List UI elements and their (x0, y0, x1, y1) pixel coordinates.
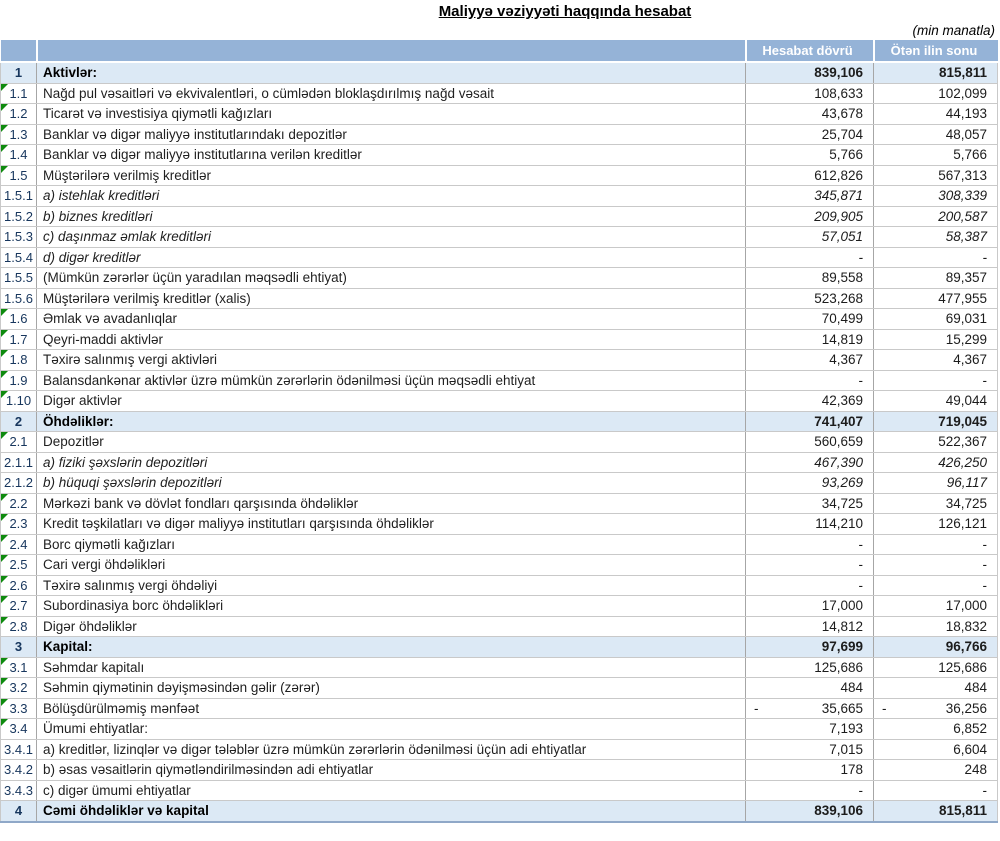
comment-triangle-icon (1, 535, 8, 542)
table-row (1, 473, 998, 494)
row-number: 2.4 (9, 536, 28, 552)
row-number-cell (1, 247, 37, 268)
table-row (1, 493, 998, 514)
header-column-period: Hesabat dövrü (746, 40, 874, 62)
row-number: 2.2 (9, 495, 28, 511)
row-value-previous: 815,811 (874, 801, 998, 822)
row-label: b) hüquqi şəxslərin depozitləri (37, 473, 746, 494)
row-number: 3.3 (9, 700, 28, 716)
row-number-cell (1, 493, 37, 514)
row-number: 1.1 (9, 85, 28, 101)
row-number: 1.5.4 (4, 249, 33, 265)
row-number-cell (1, 719, 37, 740)
row-value-period: 209,905 (746, 206, 874, 227)
row-number: 2.1 (9, 434, 28, 449)
row-label: Müştərilərə verilmiş kreditlər (37, 165, 746, 186)
comment-triangle-icon (1, 617, 8, 624)
row-label: (Mümkün zərərlər üçün yaradılan məqsədli ehtiyat) (37, 268, 746, 289)
row-number-cell (1, 268, 37, 289)
row-value-previous: 126,121 (874, 514, 998, 535)
comment-triangle-icon (1, 699, 8, 706)
row-number: 1 (14, 65, 23, 80)
row-number: 3.1 (9, 659, 28, 675)
row-number: 3.4 (9, 721, 28, 736)
table-row (1, 329, 998, 350)
row-number: 1.8 (9, 352, 28, 367)
row-value-period: - (746, 534, 874, 555)
row-value-previous: - (874, 534, 998, 555)
row-number-cell (1, 329, 37, 350)
row-label: Digər aktivlər (37, 391, 746, 412)
row-number-cell (1, 657, 37, 678)
comment-triangle-icon (1, 125, 8, 132)
row-value-period: 93,269 (746, 473, 874, 494)
report-title: Maliyyə vəziyyəti haqqında hesabat (438, 3, 692, 20)
row-label: a) kreditlər, lizinqlər və digər tələblər üzrə mümkün zərərlərin ödənilməsi üçün adi ehtiyatlar (37, 739, 746, 760)
row-label: b) əsas vəsaitlərin qiymətləndirilməsindən adi ehtiyatlar (37, 760, 746, 781)
row-value-previous: 69,031 (874, 309, 998, 330)
row-value-period: 7,015 (746, 739, 874, 760)
row-value-previous: 308,339 (874, 186, 998, 207)
table-row (1, 637, 998, 658)
row-value-previous: 15,299 (874, 329, 998, 350)
table-row (1, 350, 998, 371)
row-number-cell (1, 514, 37, 535)
row-label: b) biznes kreditləri (37, 206, 746, 227)
row-value-period: 70,499 (746, 309, 874, 330)
row-number-cell (1, 370, 37, 391)
row-number-cell (1, 780, 37, 801)
comment-triangle-icon (1, 166, 8, 173)
row-value-previous: 48,057 (874, 124, 998, 145)
row-label: Kapital: (37, 637, 746, 658)
table-row (1, 391, 998, 412)
row-label: Ticarət və investisiya qiymətli kağızları (37, 104, 746, 125)
table-row (1, 145, 998, 166)
row-value-period: 108,633 (746, 83, 874, 104)
row-value-period: 741,407 (746, 411, 874, 432)
negative-sign: - (754, 700, 759, 716)
row-value-period: 560,659 (746, 432, 874, 453)
row-label: Qeyri-maddi aktivlər (37, 329, 746, 350)
table-row (1, 534, 998, 555)
row-label: Cari vergi öhdəlikləri (37, 555, 746, 576)
table-row (1, 165, 998, 186)
row-label: Təxirə salınmış vergi aktivləri (37, 350, 746, 371)
row-value-previous: 567,313 (874, 165, 998, 186)
row-value-previous: 18,832 (874, 616, 998, 637)
row-value-period: 523,268 (746, 288, 874, 309)
row-label: Digər öhdəliklər (37, 616, 746, 637)
row-value-period: 17,000 (746, 596, 874, 617)
row-number: 1.5 (9, 167, 28, 183)
row-value-previous: - (874, 555, 998, 576)
row-number-cell (1, 760, 37, 781)
row-label: Balansdankənar aktivlər üzrə mümkün zərərlərin ödənilməsi üçün məqsədli ehtiyat (37, 370, 746, 391)
row-number-cell (1, 411, 37, 432)
row-number: 1.7 (9, 331, 28, 347)
row-label: Əmlak və avadanlıqlar (37, 309, 746, 330)
row-label: Borc qiymətli kağızları (37, 534, 746, 555)
row-label: Bölüşdürülməmiş mənfəət (37, 698, 746, 719)
financial-position-table (0, 40, 998, 823)
header-label-cell (37, 40, 746, 62)
row-label: a) fiziki şəxslərin depozitləri (37, 452, 746, 473)
row-value-period: 345,871 (746, 186, 874, 207)
row-number: 1.5.1 (4, 188, 33, 203)
table-row (1, 801, 998, 822)
row-value-period: 4,367 (746, 350, 874, 371)
row-number-cell (1, 801, 37, 822)
row-value-period: 34,725 (746, 493, 874, 514)
row-number: 1.6 (9, 311, 28, 326)
row-label: Banklar və digər maliyyə institutlarındakı depozitlər (37, 124, 746, 145)
row-label: a) istehlak kreditləri (37, 186, 746, 207)
row-value-previous: 5,766 (874, 145, 998, 166)
row-value-period: 839,106 (746, 801, 874, 822)
row-value-period: - (746, 780, 874, 801)
row-value-period: 57,051 (746, 227, 874, 248)
comment-triangle-icon (1, 391, 8, 398)
row-number-cell (1, 616, 37, 637)
row-value-period: - (746, 247, 874, 268)
row-value-previous: 44,193 (874, 104, 998, 125)
row-value-period: 89,558 (746, 268, 874, 289)
table-row (1, 247, 998, 268)
row-value-previous: 200,587 (874, 206, 998, 227)
table-row (1, 698, 998, 719)
table-row (1, 186, 998, 207)
row-label: Cəmi öhdəliklər və kapital (37, 801, 746, 822)
table-row (1, 657, 998, 678)
row-number-cell (1, 104, 37, 125)
table-row (1, 596, 998, 617)
row-value-period: 43,678 (746, 104, 874, 125)
row-number-cell (1, 391, 37, 412)
row-number-cell (1, 145, 37, 166)
comment-triangle-icon (1, 494, 8, 501)
row-value-previous: 89,357 (874, 268, 998, 289)
comment-triangle-icon (1, 145, 8, 152)
row-number: 1.3 (9, 126, 28, 142)
row-value-previous: - (874, 370, 998, 391)
row-label: Səhmin qiymətinin dəyişməsindən gəlir (zərər) (37, 678, 746, 699)
row-label: Kredit təşkilatları və digər maliyyə institutları qarşısında öhdəliklər (37, 514, 746, 535)
table-row (1, 555, 998, 576)
table-row (1, 268, 998, 289)
row-value-previous: 6,852 (874, 719, 998, 740)
row-number-cell (1, 473, 37, 494)
row-value-previous: 96,117 (874, 473, 998, 494)
comment-triangle-icon (1, 432, 8, 439)
row-number-cell (1, 575, 37, 596)
row-number-cell (1, 206, 37, 227)
table-row (1, 370, 998, 391)
comment-triangle-icon (1, 84, 8, 91)
row-number-cell (1, 432, 37, 453)
row-value-period: - (746, 370, 874, 391)
row-number: 3.2 (9, 680, 28, 695)
row-number: 2.6 (9, 577, 28, 593)
row-value-previous: 125,686 (874, 657, 998, 678)
row-label: Nağd pul vəsaitləri və ekvivalentləri, o cümlədən bloklaşdırılmış nağd vəsait (37, 83, 746, 104)
table-row (1, 678, 998, 699)
row-number-cell (1, 678, 37, 699)
table-row (1, 780, 998, 801)
row-number-cell (1, 186, 37, 207)
table-row (1, 411, 998, 432)
header-column-previous: Ötən ilin sonu (874, 40, 998, 62)
row-value-period: 125,686 (746, 657, 874, 678)
row-label: Aktivlər: (37, 62, 746, 83)
comment-triangle-icon (1, 555, 8, 562)
comment-triangle-icon (1, 104, 8, 111)
header-number-cell (1, 40, 37, 62)
row-number: 2 (14, 413, 23, 429)
row-number: 3.4.2 (4, 762, 33, 777)
comment-triangle-icon (1, 371, 8, 378)
row-value-period: - (746, 575, 874, 596)
comment-triangle-icon (1, 514, 8, 521)
row-value-previous: 34,725 (874, 493, 998, 514)
row-label: Ümumi ehtiyatlar: (37, 719, 746, 740)
row-number-cell (1, 62, 37, 83)
row-label: Müştərilərə verilmiş kreditlər (xalis) (37, 288, 746, 309)
row-number: 2.7 (9, 598, 28, 613)
row-number: 1.5.2 (4, 208, 33, 224)
row-number-cell (1, 555, 37, 576)
row-value-previous: - (874, 575, 998, 596)
comment-triangle-icon (1, 658, 8, 665)
row-number-cell (1, 288, 37, 309)
row-number: 1.5.5 (4, 270, 33, 285)
row-label: d) digər kreditlər (37, 247, 746, 268)
table-row (1, 309, 998, 330)
table-row (1, 616, 998, 637)
row-label: c) digər ümumi ehtiyatlar (37, 780, 746, 801)
row-number-cell (1, 124, 37, 145)
table-row (1, 104, 998, 125)
row-number: 1.10 (5, 393, 32, 408)
row-label: Subordinasiya borc öhdəlikləri (37, 596, 746, 617)
table-row (1, 719, 998, 740)
row-label: Təxirə salınmış vergi öhdəliyi (37, 575, 746, 596)
row-value-previous: - (874, 780, 998, 801)
row-number-cell (1, 596, 37, 617)
table-row (1, 83, 998, 104)
comment-triangle-icon (1, 330, 8, 337)
comment-triangle-icon (1, 719, 8, 726)
row-value-previous: 17,000 (874, 596, 998, 617)
table-row (1, 124, 998, 145)
row-number: 3 (14, 639, 23, 654)
row-number: 2.1.1 (4, 454, 33, 470)
row-number: 1.5.3 (4, 229, 33, 244)
row-label: Banklar və digər maliyyə institutlarına verilən kreditlər (37, 145, 746, 166)
row-value-previous: 49,044 (874, 391, 998, 412)
row-value-period: 97,699 (746, 637, 874, 658)
table-row (1, 62, 998, 83)
row-number: 2.8 (9, 618, 28, 634)
row-number: 3.4.1 (4, 741, 33, 757)
table-row (1, 227, 998, 248)
row-number: 1.4 (9, 147, 28, 162)
row-value-period: 467,390 (746, 452, 874, 473)
row-value-previous: 477,955 (874, 288, 998, 309)
row-number: 1.2 (9, 106, 28, 121)
row-number: 2.3 (9, 516, 28, 531)
table-header-row (1, 40, 998, 62)
unit-note: (min manatla) (912, 23, 995, 38)
row-number: 2.1.2 (4, 475, 33, 490)
row-number-cell (1, 452, 37, 473)
row-value-previous: 96,766 (874, 637, 998, 658)
row-value-period: 178 (746, 760, 874, 781)
row-number-cell (1, 83, 37, 104)
row-number-cell (1, 350, 37, 371)
row-value-previous: 719,045 (874, 411, 998, 432)
row-number-cell (1, 227, 37, 248)
row-number: 2.5 (9, 557, 28, 572)
negative-sign: - (882, 700, 887, 716)
row-number-cell (1, 698, 37, 719)
row-number: 1.9 (9, 372, 28, 388)
comment-triangle-icon (1, 576, 8, 583)
row-value-period: 42,369 (746, 391, 874, 412)
row-label: c) daşınmaz əmlak kreditləri (37, 227, 746, 248)
comment-triangle-icon (1, 350, 8, 357)
comment-triangle-icon (1, 596, 8, 603)
row-value-period: 5,766 (746, 145, 874, 166)
row-value-period: 612,826 (746, 165, 874, 186)
row-value-previous: 4,367 (874, 350, 998, 371)
row-number: 1.5.6 (4, 290, 33, 306)
row-number-cell (1, 534, 37, 555)
comment-triangle-icon (1, 678, 8, 685)
row-value-period: 14,819 (746, 329, 874, 350)
table-row (1, 432, 998, 453)
row-number: 3.4.3 (4, 782, 33, 798)
table-row (1, 288, 998, 309)
comment-triangle-icon (1, 309, 8, 316)
row-number-cell (1, 309, 37, 330)
row-value-previous: 58,387 (874, 227, 998, 248)
row-value-period: 14,812 (746, 616, 874, 637)
row-value-previous: 6,604 (874, 739, 998, 760)
row-value-previous: 426,250 (874, 452, 998, 473)
table-row (1, 575, 998, 596)
table-row (1, 739, 998, 760)
row-value-previous: 248 (874, 760, 998, 781)
row-value-previous: 484 (874, 678, 998, 699)
row-value-period: 484 (746, 678, 874, 699)
row-value-period: 7,193 (746, 719, 874, 740)
row-value-period: - (746, 555, 874, 576)
table-row (1, 452, 998, 473)
table-row (1, 514, 998, 535)
row-value-previous: - 36,256 (874, 698, 998, 719)
row-value-period: - 35,665 (746, 698, 874, 719)
row-value-previous: 522,367 (874, 432, 998, 453)
row-value-period: 839,106 (746, 62, 874, 83)
row-value-previous: - (874, 247, 998, 268)
row-value-period: 25,704 (746, 124, 874, 145)
row-value-period: 114,210 (746, 514, 874, 535)
row-label: Mərkəzi bank və dövlət fondları qarşısında öhdəliklər (37, 493, 746, 514)
row-label: Səhmdar kapitalı (37, 657, 746, 678)
table-row (1, 760, 998, 781)
row-value-previous: 815,811 (874, 62, 998, 83)
row-value-previous: 102,099 (874, 83, 998, 104)
row-number-cell (1, 165, 37, 186)
row-number-cell (1, 637, 37, 658)
row-label: Öhdəliklər: (37, 411, 746, 432)
row-label: Depozitlər (37, 432, 746, 453)
table-row (1, 206, 998, 227)
row-number-cell (1, 739, 37, 760)
row-number: 4 (14, 803, 23, 818)
